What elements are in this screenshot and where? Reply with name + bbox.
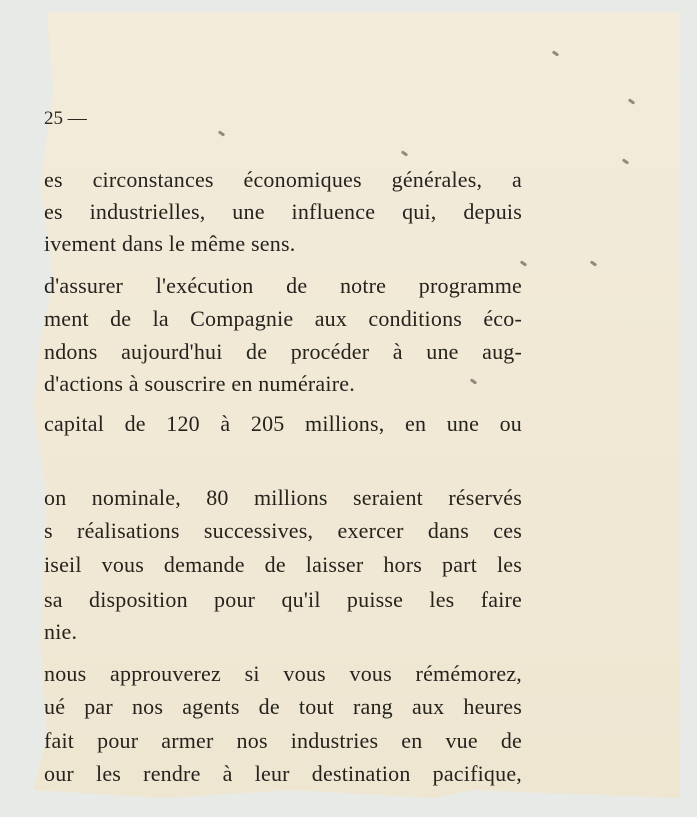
text-line: nie. — [44, 619, 78, 644]
page-number: 25 — — [44, 108, 87, 129]
text-line: sa disposition pour qu'il puisse les faire — [44, 587, 522, 612]
text-line: s réalisations successives, exercer dans ces — [44, 518, 522, 543]
text-line: nous approuverez si vous vous rémémorez, — [44, 661, 522, 686]
text-line: on nominale, 80 millions seraient réservés — [44, 485, 522, 510]
text-line: ndons aujourd'hui de procéder à une aug- — [44, 339, 522, 364]
text-line: capital de 120 à 205 millions, en une ou — [44, 411, 522, 436]
text-line: ment de la Compagnie aux conditions éco- — [44, 306, 522, 331]
text-line: ué par nos agents de tout rang aux heures — [44, 694, 522, 719]
text-line: ivement dans le même sens. — [44, 231, 296, 256]
text-line: es industrielles, une influence qui, depuis — [44, 199, 522, 224]
text-line: fait pour armer nos industries en vue de — [44, 728, 522, 753]
text-line: our les rendre à leur destination pacifique, — [44, 761, 522, 786]
text-line: d'actions à souscrire en numéraire. — [44, 371, 355, 396]
text-line: d'assurer l'exécution de notre programme — [44, 273, 522, 298]
text-line: es circonstances économiques générales, a — [44, 167, 522, 192]
text-line: iseil vous demande de laisser hors part les — [44, 552, 522, 577]
